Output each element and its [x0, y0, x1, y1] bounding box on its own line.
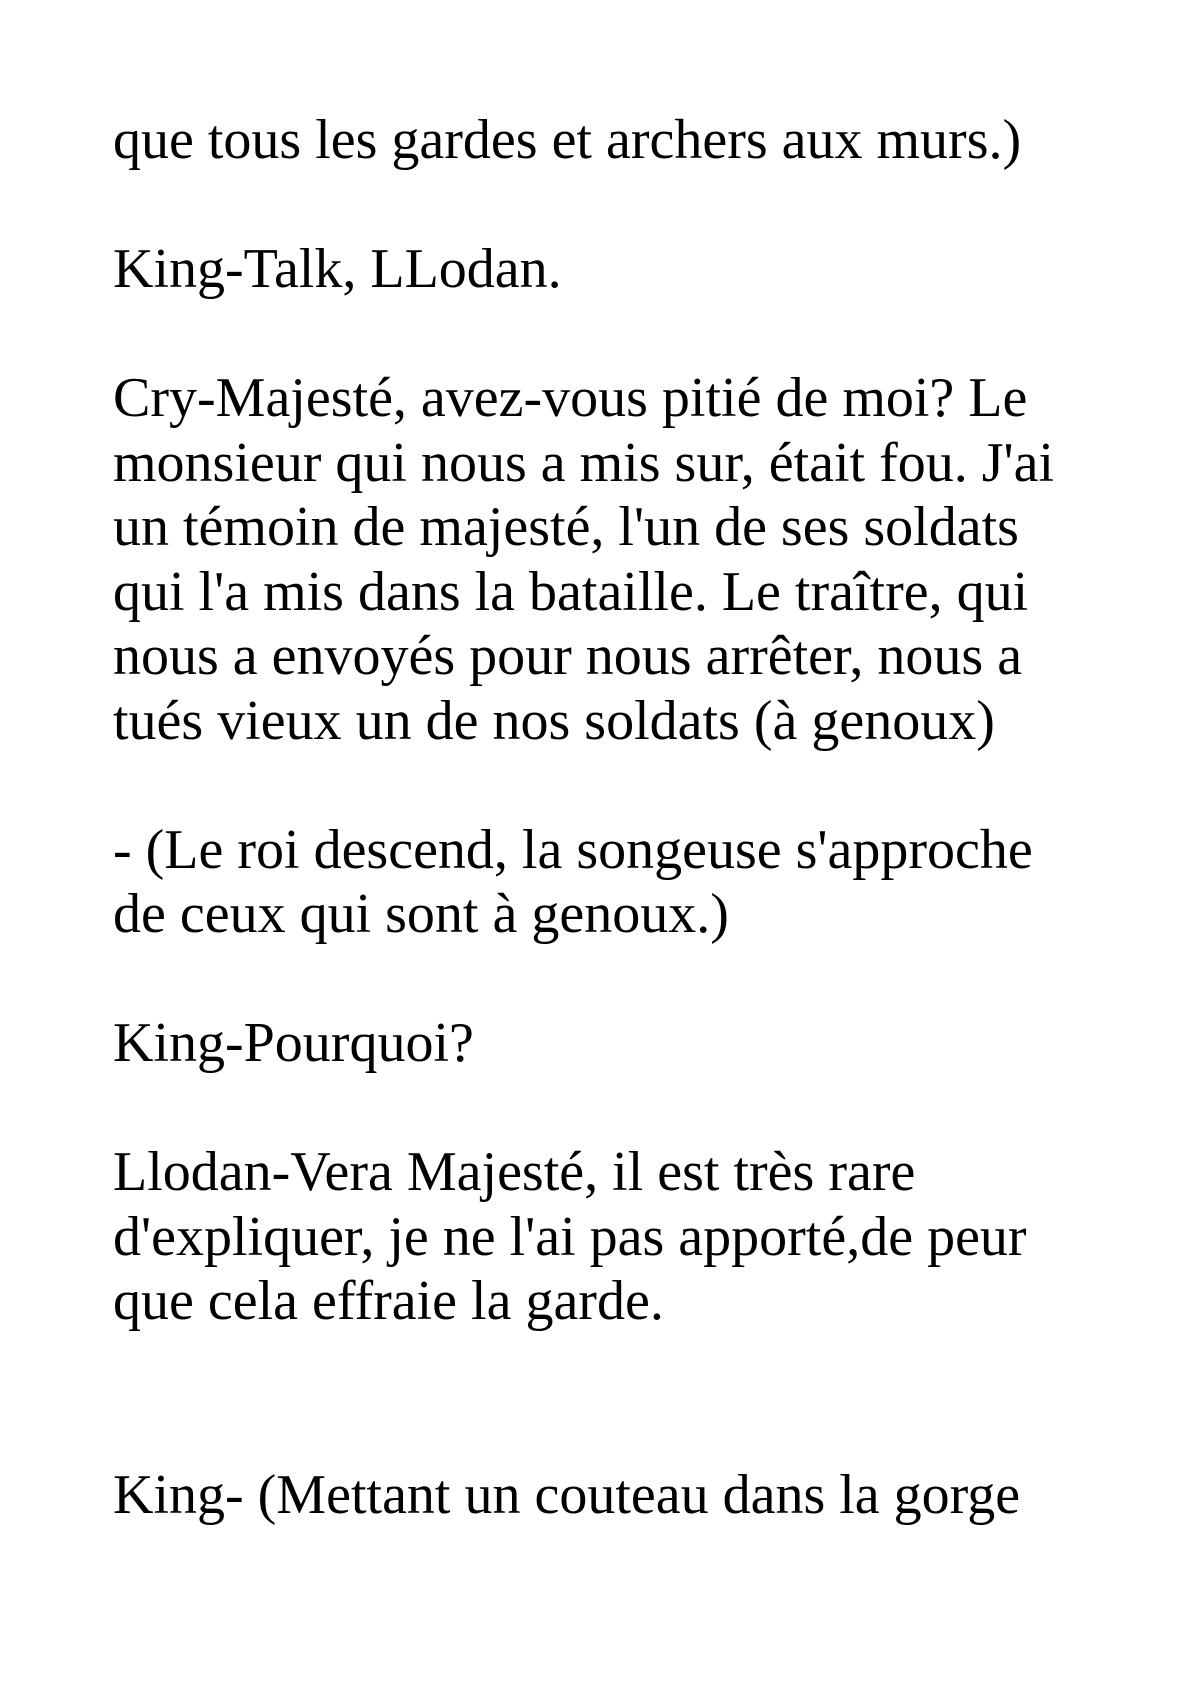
- paragraph-king-talk: [113, 237, 1129, 302]
- paragraph-llodan-vera: [113, 1140, 1129, 1334]
- text-line: King-Pourquoi?: [113, 1012, 474, 1074]
- text-line: que cela effraie la garde.: [113, 1270, 664, 1332]
- paragraph-king-pourquoi: [113, 1011, 1129, 1076]
- text-line: que tous les gardes et archers aux murs.): [113, 109, 1022, 171]
- text-line: King-Talk, LLodan.: [113, 238, 562, 300]
- text-line: un témoin de majesté, l'un de ses soldats: [113, 496, 1019, 558]
- text-line: de ceux qui sont à genoux.): [113, 883, 729, 945]
- paragraph-king-mettant: [113, 1463, 1129, 1528]
- paragraph-stage-direction-king-descends: [113, 818, 1129, 947]
- text-line: Llodan-Vera Majesté, il est très rare: [113, 1141, 916, 1203]
- text-line: qui l'a mis dans la bataille. Le traître, qui: [113, 560, 1029, 623]
- text-line: d'expliquer, je ne l'ai pas apporté,de peur: [113, 1205, 1027, 1268]
- paragraph-cry-majeste: [113, 366, 1129, 753]
- text-line: Cry-Majesté, avez-vous pitié de moi? Le: [113, 367, 1028, 429]
- text-line: tués vieux un de nos soldats (à genoux): [113, 689, 995, 752]
- text-line: nous a envoyés pour nous arrêter, nous a: [113, 625, 1023, 687]
- text-line: King- (Mettant un couteau dans la gorge: [113, 1463, 1021, 1526]
- text-line: - (Le roi descend, la songeuse s'approche: [113, 818, 1033, 881]
- text-line: monsieur qui nous a mis sur, était fou. J'ai: [113, 431, 1055, 494]
- paragraph-stage-direction-end: [113, 108, 1129, 173]
